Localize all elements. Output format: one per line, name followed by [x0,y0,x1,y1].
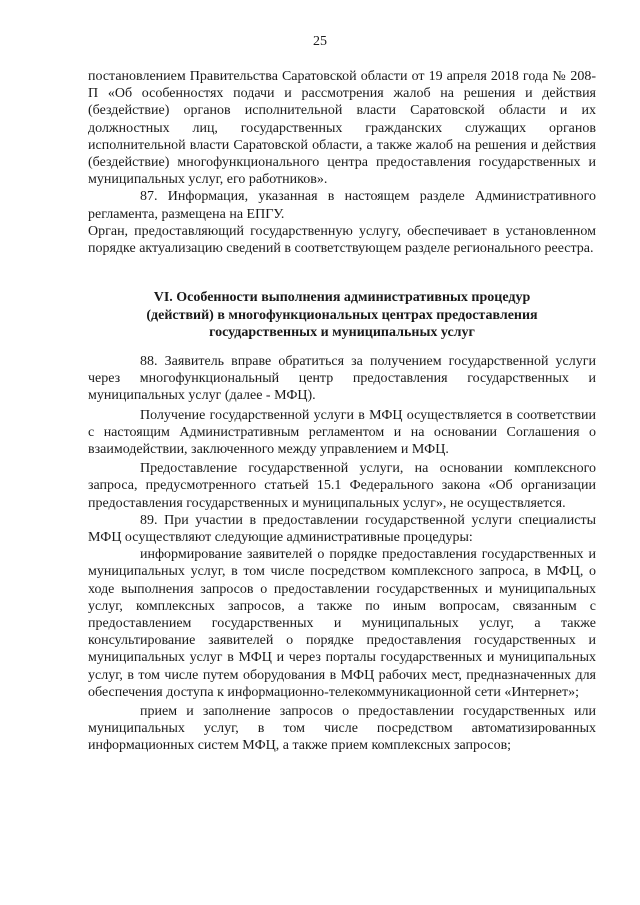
page-number: 25 [313,34,327,49]
paragraph-organ: Орган, предоставляющий государственную услугу, обеспечивает в установленном порядке актуализацию сведений в соответствующем разделе регионального реестра. [88,223,596,257]
paragraph-88: 88. Заявитель вправе обратиться за получением государственной услуги через многофункциональный центр предоставления государственных и муниципальных услуг (далее - МФЦ). [88,354,596,404]
paragraph-reception: прием и заполнение запросов о предоставлении государственных или муниципальных услуг, в том числе посредством автоматизированных информационных систем МФЦ, а также прием комплексных запросов; [88,704,596,754]
section-heading-line-1: VI. Особенности выполнения административных процедур [153,290,531,305]
paragraph-89: 89. При участии в предоставлении государственной услуги специалисты МФЦ осуществляют следующие административные процедуры: [88,512,596,546]
paragraph-complex-request: Предоставление государственной услуги, на основании комплексного запроса, предусмотренного статьей 15.1 Федерального закона «Об организации предоставления государственных и муниципальных услуг», не осуществляется. [88,461,596,511]
top-text-block [88,68,596,257]
section-heading-line-3: государственных и муниципальных услуг [209,325,475,340]
paragraph-informing: информирование заявителей о порядке предоставления государственных и муниципальных услуг, в том числе посредством комплексного запроса, в МФЦ, о ходе выполнения запросов о предоставлении государственных и муниципальных услуг, комплексных запросов, а также по иным вопросам, связанным с предоставлением государственных и муниципальных услуг, а также консультирование заявителей о порядке предоставления государственных и муниципальных услуг в МФЦ и через порталы государственных и муниципальных услуг, в том числе путем оборудования в МФЦ рабочих мест, предназначенных для обеспечения доступа к информационно-телекоммуникационной сети «Интернет»; [88,547,596,700]
paragraph-mfc-receipt: Получение государственной услуги в МФЦ осуществляется в соответствии с настоящим Административным регламентом и на основании Соглашения о взаимодействии, заключенного между управлением и МФЦ. [88,407,596,458]
section-heading-line-2: (действий) в многофункциональных центрах предоставления [146,307,538,323]
section-heading [88,289,596,342]
main-text-block [88,353,596,755]
paragraph-87: 87. Информация, указанная в настоящем разделе Административного регламента, размещена на ЕПГУ. [88,189,596,222]
paragraph-continuation: постановлением Правительства Саратовской области от 19 апреля 2018 года № 208-П «Об особенностях подачи и рассмотрения жалоб на решения и действия (бездействие) органов исполнительной власти Саратовской области и их должностных лиц, государственных гражданских служащих органов исполнительной власти Саратовской области, а также жалоб на решения и действия (бездействие) многофункционального центра предоставления государственных и муниципальных услуг, его работников». [88,69,596,188]
